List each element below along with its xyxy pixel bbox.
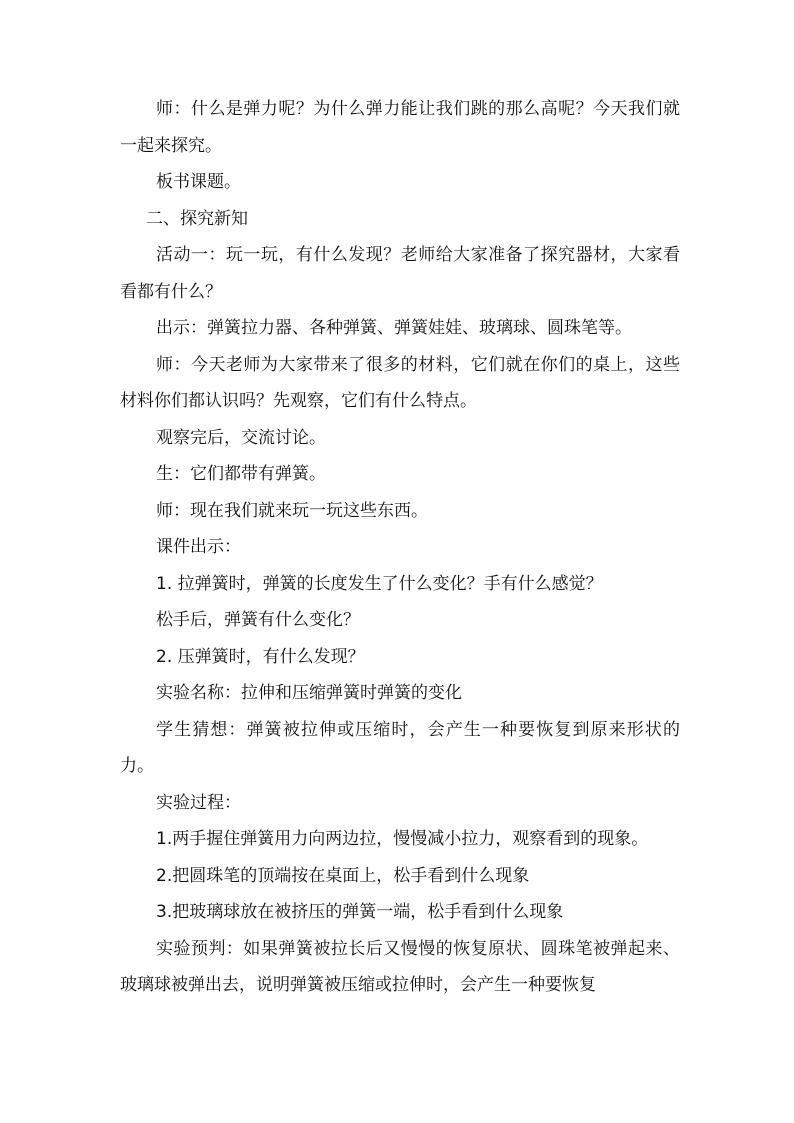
paragraph-teacher-materials: 师：今天老师为大家带来了很多的材料，它们就在你们的桌上，这些材料你们都认识吗？先观察，它们有什么特点。 [120, 354, 680, 411]
paragraph-experiment-name: 实验名称：拉伸和压缩弹簧时弹簧的变化 [156, 683, 462, 703]
paragraph-show-materials: 出示：弹簧拉力器、各种弹簧、弹簧娃娃、玻璃球、圆珠笔等。 [156, 318, 632, 338]
list-item-step-2: 2.把圆珠笔的顶端按在桌面上，松手看到什么现象 [156, 865, 530, 886]
list-item-pull-spring: 1. 拉弹簧时，弹簧的长度发生了什么变化？手有什么感觉？ [156, 573, 603, 594]
paragraph-student-guess: 学生猜想：弹簧被拉伸或压缩时，会产生一种要恢复到原来形状的力。 [120, 719, 680, 776]
list-item-step-3: 3.把玻璃球放在被挤压的弹簧一端，松手看到什么现象 [156, 902, 564, 922]
list-item-press-spring: 2. 压弹簧时，有什么发现？ [156, 646, 365, 667]
paragraph-teacher-question: 师：什么是弹力呢？为什么弹力能让我们跳的那么高呢？今天我们就一起来探究。 [120, 99, 680, 156]
paragraph-activity-one: 活动一：玩一玩，有什么发现？老师给大家准备了探究器材，大家看看都有什么？ [120, 245, 680, 302]
paragraph-teacher-play: 师：现在我们就来玩一玩这些东西。 [156, 500, 428, 521]
paragraph-board-title: 板书课题。 [156, 172, 241, 192]
paragraph-courseware-show: 课件出示： [156, 537, 241, 557]
section-heading-explore: 二、探究新知 [146, 208, 248, 229]
paragraph-observe-discuss: 观察完后，交流讨论。 [156, 427, 326, 448]
paragraph-experiment-prediction: 实验预判：如果弹簧被拉长后又慢慢的恢复原状、圆珠笔被弹起来、玻璃球被弹出去，说明弹簧被压缩或拉伸时，会产生一种要恢复 [120, 938, 680, 995]
list-item-step-1: 1.两手握住弹簧用力向两边拉，慢慢减小拉力，观察看到的现象。 [156, 829, 649, 849]
document-body [120, 91, 680, 1004]
paragraph-release-spring: 松手后，弹簧有什么变化？ [156, 610, 360, 630]
paragraph-experiment-process: 实验过程： [156, 792, 241, 813]
paragraph-student-answer: 生：它们都带有弹簧。 [156, 464, 326, 484]
